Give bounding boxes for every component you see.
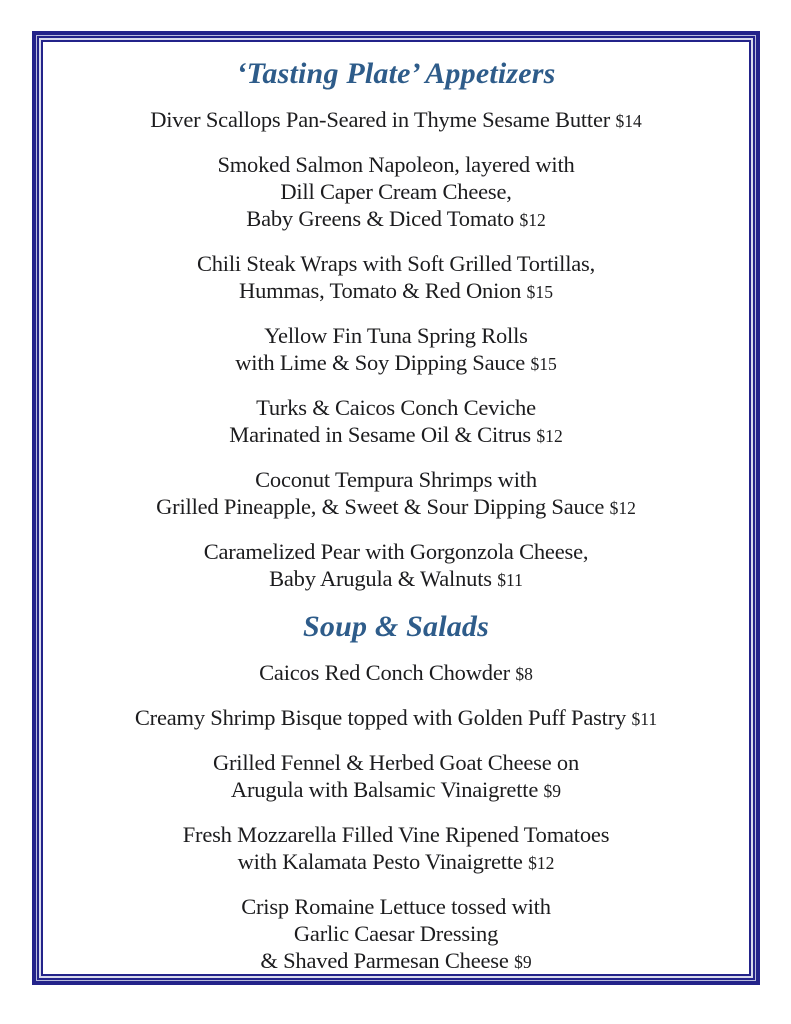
menu-item-line: Caicos Red Conch Chowder $8 bbox=[259, 660, 533, 685]
menu-item-line: Coconut Tempura Shrimps with bbox=[255, 467, 537, 492]
menu-item-line: Crisp Romaine Lettuce tossed with bbox=[241, 894, 551, 919]
decorative-border-outer bbox=[32, 31, 760, 985]
menu-item-line: with Kalamata Pesto Vinaigrette $12 bbox=[237, 849, 555, 874]
item-price: $9 bbox=[514, 952, 532, 972]
menu-item bbox=[43, 893, 749, 976]
menu-item-line: Baby Greens & Diced Tomato $12 bbox=[246, 206, 546, 231]
item-price: $12 bbox=[519, 210, 546, 230]
item-price: $15 bbox=[526, 282, 553, 302]
menu-item-line: Diver Scallops Pan-Seared in Thyme Sesame Butter $14 bbox=[150, 107, 642, 132]
menu-item bbox=[43, 704, 749, 733]
menu-item-line: Caramelized Pear with Gorgonzola Cheese, bbox=[203, 539, 589, 564]
menu-item bbox=[43, 250, 749, 306]
decorative-border-middle bbox=[37, 36, 755, 980]
decorative-border-inner bbox=[41, 40, 751, 976]
item-price: $9 bbox=[543, 781, 562, 801]
item-price: $11 bbox=[631, 709, 658, 729]
menu-item-line: Arugula with Balsamic Vinaigrette $9 bbox=[230, 777, 562, 802]
menu-item bbox=[43, 749, 749, 805]
menu-item-line: Garlic Caesar Dressing bbox=[293, 921, 499, 946]
menu-item bbox=[43, 466, 749, 522]
menu-item-line: Baby Arugula & Walnuts $11 bbox=[269, 566, 523, 591]
menu-item-line: & Shaved Parmesan Cheese $9 bbox=[260, 948, 532, 973]
section-items bbox=[43, 106, 749, 594]
menu-item bbox=[43, 538, 749, 594]
menu-item-line: Marinated in Sesame Oil & Citrus $12 bbox=[229, 422, 563, 447]
menu-section-appetizers bbox=[43, 57, 749, 594]
item-price: $8 bbox=[515, 664, 533, 684]
item-price: $12 bbox=[528, 853, 555, 873]
menu-item bbox=[43, 106, 749, 135]
menu-item-line: with Lime & Soy Dipping Sauce $15 bbox=[235, 350, 557, 375]
menu-item-line: Creamy Shrimp Bisque topped with Golden Puff Pastry $11 bbox=[134, 705, 658, 730]
menu-item-line: Dill Caper Cream Cheese, bbox=[280, 179, 512, 204]
menu-section-soup-salads bbox=[43, 610, 749, 976]
menu-item-line: Chili Steak Wraps with Soft Grilled Tortillas, bbox=[196, 251, 596, 276]
menu-item-line: Grilled Pineapple, & Sweet & Sour Dipping Sauce $12 bbox=[156, 494, 636, 519]
section-items bbox=[43, 659, 749, 976]
menu-item-line: Turks & Caicos Conch Ceviche bbox=[256, 395, 536, 420]
menu-item-line: Hummas, Tomato & Red Onion $15 bbox=[239, 278, 553, 303]
menu-item bbox=[43, 394, 749, 450]
menu-item-line: Fresh Mozzarella Filled Vine Ripened Tomatoes bbox=[182, 822, 610, 847]
item-price: $11 bbox=[497, 570, 523, 590]
menu-item bbox=[43, 821, 749, 877]
section-title: ‘Tasting Plate’ Appetizers bbox=[236, 57, 556, 90]
menu-content bbox=[43, 42, 749, 976]
menu-item bbox=[43, 151, 749, 234]
menu-item-line: Smoked Salmon Napoleon, layered with bbox=[217, 152, 575, 177]
item-price: $12 bbox=[609, 498, 636, 518]
item-price: $14 bbox=[615, 111, 642, 131]
item-price: $12 bbox=[536, 426, 563, 446]
item-price: $15 bbox=[530, 354, 557, 374]
menu-item bbox=[43, 659, 749, 688]
menu-item-line: Yellow Fin Tuna Spring Rolls bbox=[264, 323, 528, 348]
menu-item-line: Grilled Fennel & Herbed Goat Cheese on bbox=[212, 750, 580, 775]
menu-item bbox=[43, 322, 749, 378]
section-title: Soup & Salads bbox=[303, 610, 489, 643]
